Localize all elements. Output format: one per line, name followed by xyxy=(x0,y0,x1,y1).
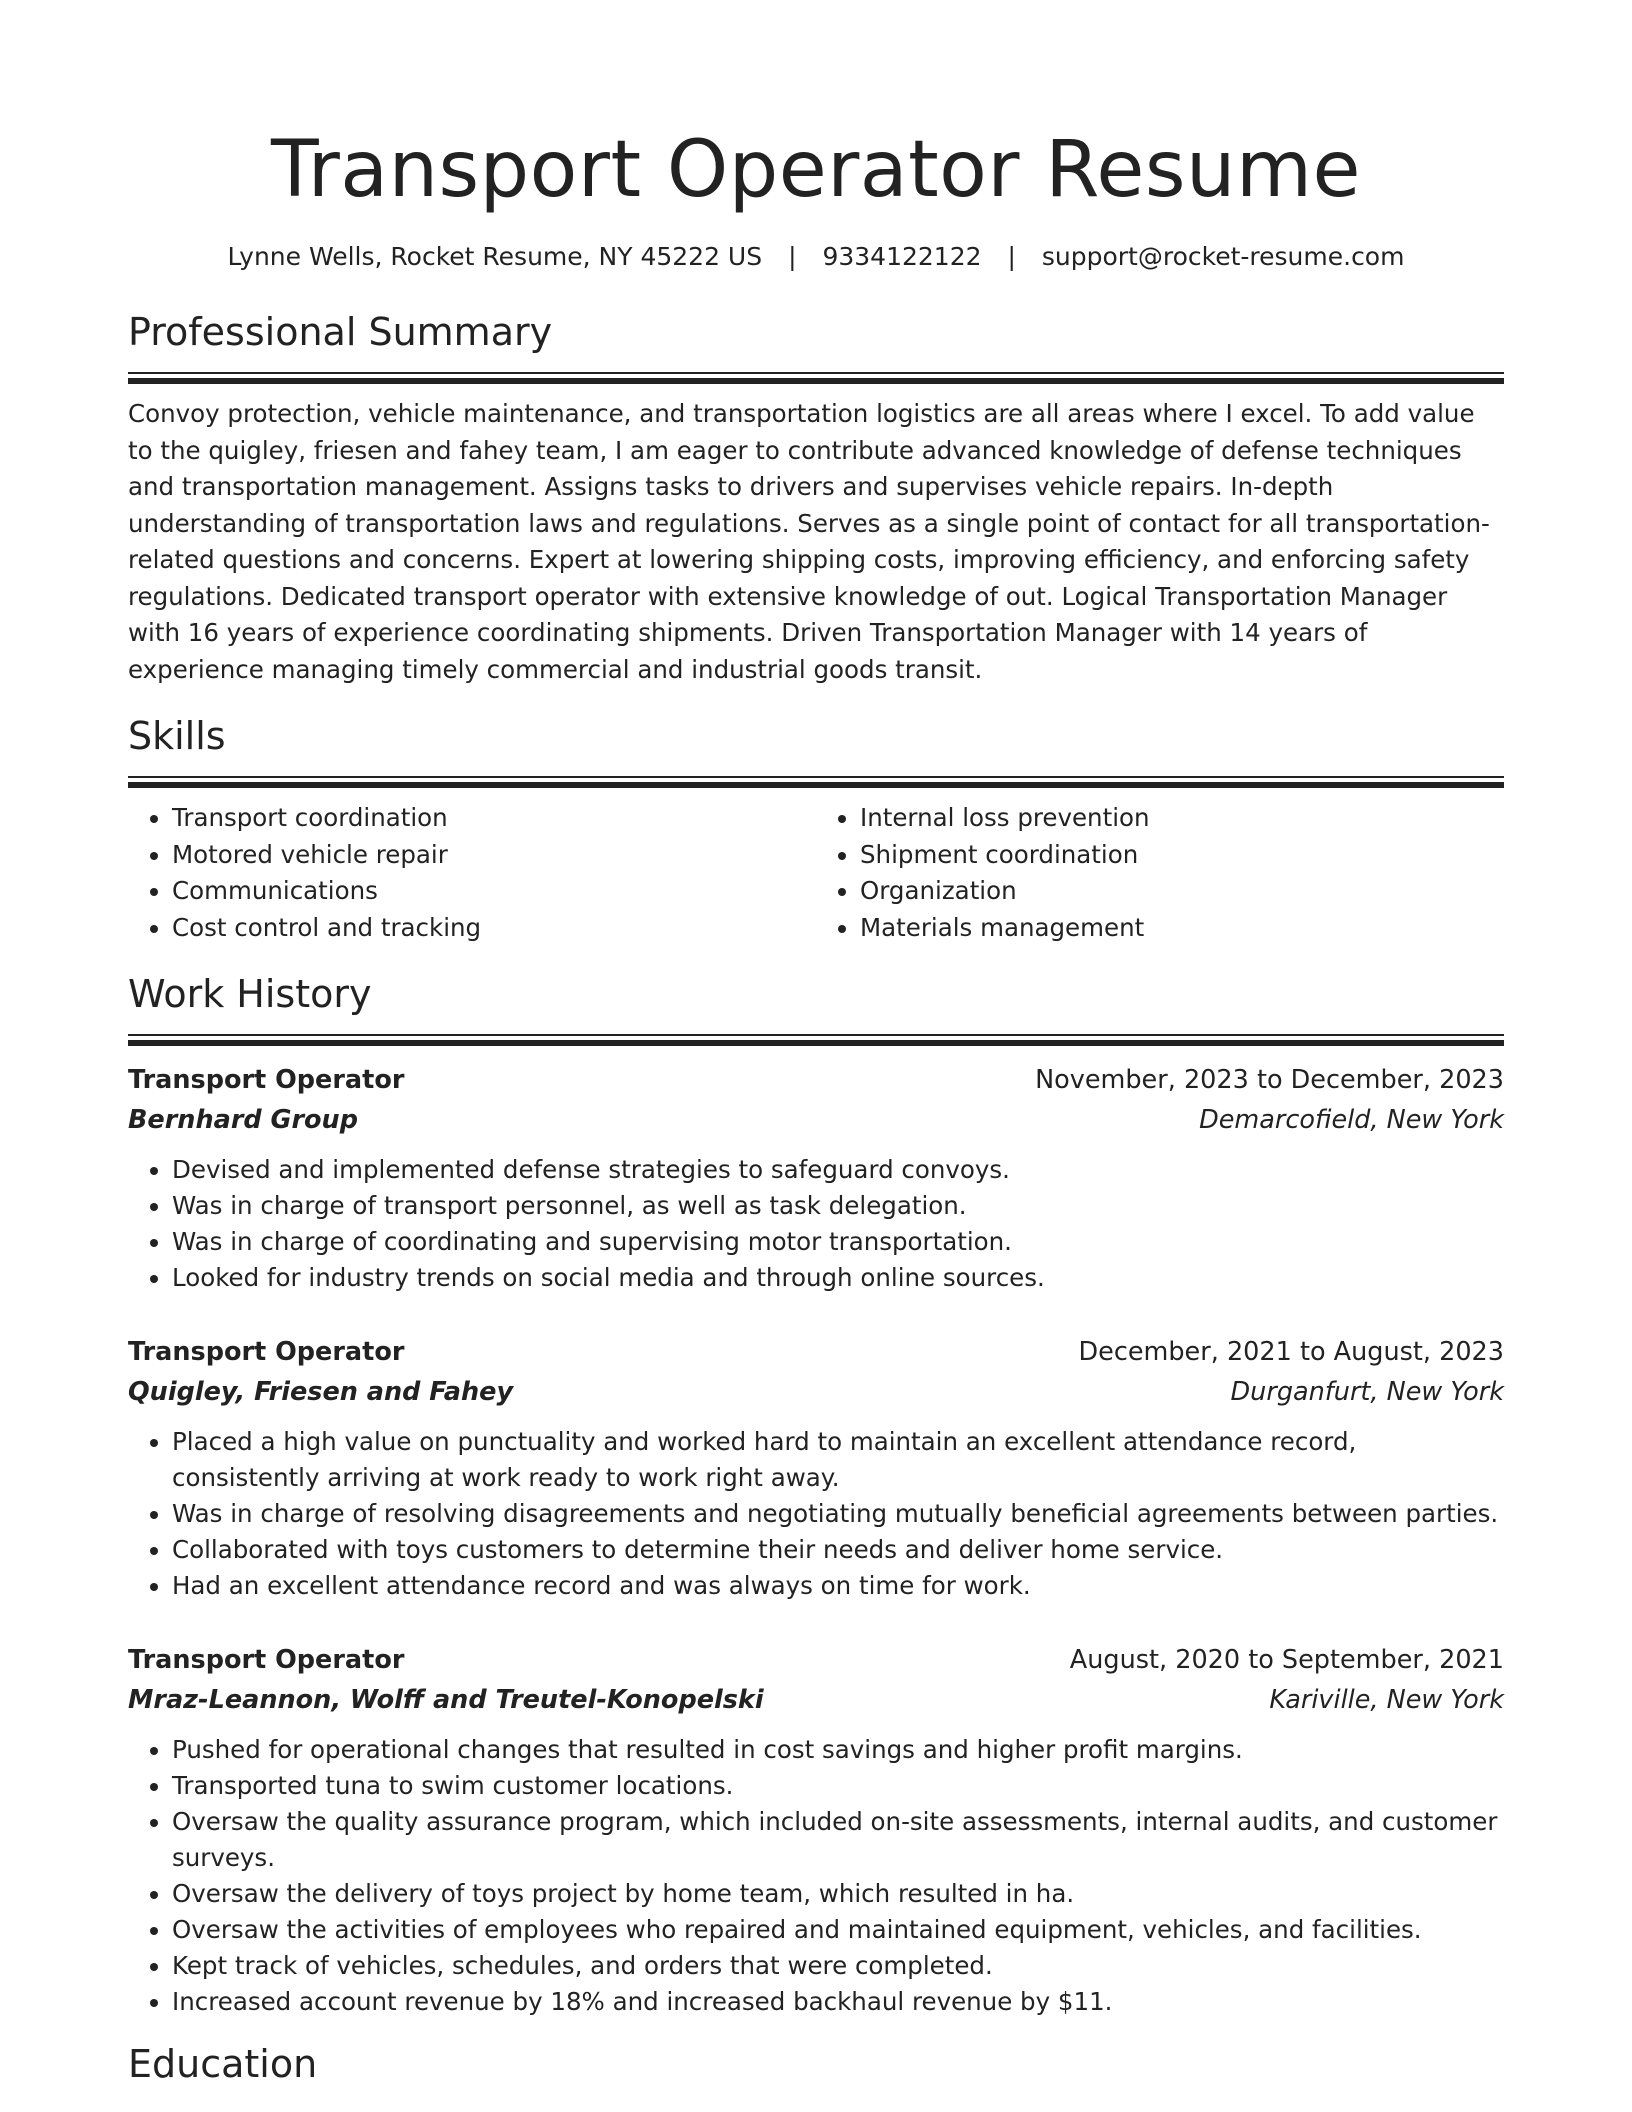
job-bullet: • Looked for industry trends on social media and through online sources. xyxy=(172,1260,1504,1296)
contact-separator: | xyxy=(1007,242,1016,271)
skill-item: • Shipment coordination xyxy=(860,837,1504,874)
skills-section xyxy=(128,712,1504,946)
job-bullet: • Was in charge of transport personnel, as well as task delegation. xyxy=(172,1188,1504,1224)
job-company: Bernhard Group xyxy=(128,1105,358,1135)
job-bullets xyxy=(128,1152,1504,1296)
job-bullet: • Collaborated with toys customers to determine their needs and deliver home service. xyxy=(172,1532,1504,1568)
job-entry xyxy=(128,1332,1504,1604)
job-bullet: • Oversaw the quality assurance program, which included on-site assessments, internal audits, and customer surveys. xyxy=(172,1804,1504,1876)
skill-item: • Organization xyxy=(860,873,1504,910)
contact-email: support@rocket-resume.com xyxy=(1041,242,1405,271)
job-title: Transport Operator xyxy=(128,1645,405,1675)
contact-separator: | xyxy=(788,242,797,271)
job-bullet: • Placed a high value on punctuality and worked hard to maintain an excellent attendance record, consistently arriving at work ready to work right away. xyxy=(172,1424,1504,1496)
job-dates: August, 2020 to September, 2021 xyxy=(1069,1645,1504,1675)
summary-text: Convoy protection, vehicle maintenance, and transportation logistics are all areas where I excel. To add value to the quigley, friesen and fahey team, I am eager to contribute advanced knowledge of defense techniques and transportation management. Assigns tasks to drivers and supervises vehicle repairs. In-depth understanding of transportation laws and regulations. Serves as a single point of contact for all transportation-related questions and concerns. Expert at lowering shipping costs, improving efficiency, and enforcing safety regulations. Dedicated transport operator with extensive knowledge of out. Logical Transportation Manager with 16 years of experience coordinating shipments. Driven Transportation Manager with 14 years of experience managing timely commercial and industrial goods transit. xyxy=(128,399,1490,684)
job-bullet: • Was in charge of coordinating and supervising motor transportation. xyxy=(172,1224,1504,1260)
skill-item: • Communications xyxy=(172,873,816,910)
job-dates: December, 2021 to August, 2023 xyxy=(1078,1337,1504,1367)
job-bullet: • Oversaw the activities of employees who repaired and maintained equipment, vehicles, and facilities. xyxy=(172,1912,1504,1948)
skills-list-left xyxy=(128,800,816,946)
job-bullet: • Oversaw the delivery of toys project by home team, which resulted in ha. xyxy=(172,1876,1504,1912)
job-entry xyxy=(128,1640,1504,2020)
section-heading-work-history: Work History xyxy=(128,972,372,1016)
section-divider xyxy=(128,372,1504,384)
job-entry xyxy=(128,1060,1504,1296)
skill-item: • Materials management xyxy=(860,910,1504,947)
page-title: Transport Operator Resume xyxy=(271,125,1361,215)
skill-item: • Internal loss prevention xyxy=(860,800,1504,837)
skill-item: • Motored vehicle repair xyxy=(172,837,816,874)
section-divider xyxy=(128,1034,1504,1046)
job-bullet: • Devised and implemented defense strategies to safeguard convoys. xyxy=(172,1152,1504,1188)
job-location: Kariville, New York xyxy=(1269,1685,1504,1715)
job-company: Mraz-Leannon, Wolff and Treutel-Konopelski xyxy=(128,1685,764,1715)
job-bullets xyxy=(128,1732,1504,2020)
job-bullet: • Transported tuna to swim customer locations. xyxy=(172,1768,1504,1804)
section-heading-education: Education xyxy=(128,2042,318,2086)
summary-section xyxy=(128,308,1504,688)
job-bullet: • Pushed for operational changes that resulted in cost savings and higher profit margins. xyxy=(172,1732,1504,1768)
contact-address: Lynne Wells, Rocket Resume, NY 45222 US xyxy=(227,242,763,271)
contact-phone: 9334122122 xyxy=(822,242,982,271)
job-bullet: • Had an excellent attendance record and was always on time for work. xyxy=(172,1568,1504,1604)
job-title: Transport Operator xyxy=(128,1065,405,1095)
job-location: Durganfurt, New York xyxy=(1230,1377,1504,1407)
section-divider xyxy=(128,776,1504,788)
education-section xyxy=(128,2040,1504,2088)
job-bullet: • Increased account revenue by 18% and increased backhaul revenue by $11. xyxy=(172,1984,1504,2020)
skills-list-right xyxy=(816,800,1504,946)
job-bullet: • Kept track of vehicles, schedules, and orders that were completed. xyxy=(172,1948,1504,1984)
job-bullets xyxy=(128,1424,1504,1604)
job-location: Demarcofield, New York xyxy=(1199,1105,1504,1135)
work-history-section xyxy=(128,970,1504,2020)
job-company: Quigley, Friesen and Fahey xyxy=(128,1377,514,1407)
section-heading-summary: Professional Summary xyxy=(128,310,553,354)
skill-item: • Transport coordination xyxy=(172,800,816,837)
job-bullet: • Was in charge of resolving disagreements and negotiating mutually beneficial agreements between parties. xyxy=(172,1496,1504,1532)
job-dates: November, 2023 to December, 2023 xyxy=(1035,1065,1504,1095)
section-heading-skills: Skills xyxy=(128,714,226,758)
job-title: Transport Operator xyxy=(128,1337,405,1367)
skills-columns xyxy=(128,800,1504,946)
contact-line xyxy=(128,240,1504,274)
skill-item: • Cost control and tracking xyxy=(172,910,816,947)
